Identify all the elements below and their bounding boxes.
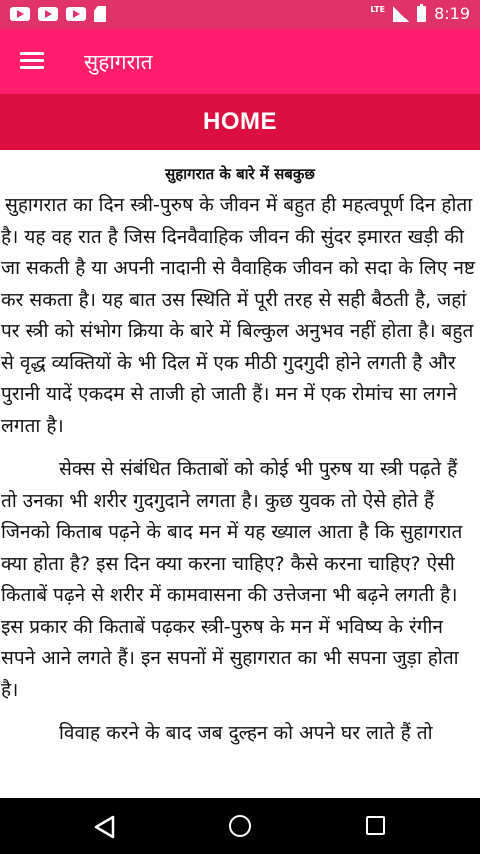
back-triangle-icon [92,814,118,840]
back-button[interactable] [92,814,118,840]
sd-card-icon [94,6,106,22]
network-type-label: LTE [370,5,386,14]
article-title: सुहागरात के बारे में सबकुछ [165,165,315,183]
youtube-notification-icon [66,7,86,21]
hamburger-menu-icon[interactable] [20,52,44,70]
system-status [370,4,470,23]
home-circle-icon[interactable] [229,815,251,837]
notification-icons [10,6,106,22]
app-title: सुहागरात [84,50,153,74]
article-paragraph: सुहागरात का दिन स्त्री-पुरुष के जीवन में बहुत ही महत्वपूर्ण दिन होता है। यह वह रात है जिस दिनवैवाहिक जीवन की सुंदर इमारत खड़ी की जा सकती है या अपनी नादानी से वैवाहिक जीवन को सदा के लिए नष्ट कर सकता है। यह बात उस स्थिति में पूरी तरह से सही बैठती है, जहां पर स्त्री को संभोग क्रिया के बारे में बिल्कुल अनुभव नहीं होता है। बहुत से वृद्ध व्यक्तियों के भी दिल में एक मीठी गुदगुदी होने लगती है और पुरानी यादें एकदम से ताजी हो जाती हैं। मन में एक रोमांच सा लगने लगता है। [1,194,476,437]
article-paragraph: सेक्स से संबंधित किताबों को कोई भी पुरुष या स्त्री पढ़ते हैं तो उनका भी शरीर गुदगुदाने लगता है। कुछ युवक तो ऐसे होते हैं जिनको किताब पढ़ने के बाद मन में यह ख्याल आता है कि सुहागरात क्या होता है? इस दिन क्या करना चाहिए? कैसे करना चाहिए? ऐसी किताबें पढ़ने से शरीर में कामवासना की उत्तेजना भी बढ़ने लगती है। इस प्रकार की किताबें पढ़कर स्त्री-पुरुष के मन में भविष्य के रंगीन सपने आने लगते हैं। इन सपनों में सुहागरात का भी सपना जुड़ा होता है। [1,458,463,701]
clock: 8:19 [434,4,470,23]
youtube-notification-icon [10,7,30,21]
article-content[interactable] [0,150,480,798]
app-bar [0,29,480,94]
status-bar [0,0,480,29]
recents-square-icon[interactable] [366,816,385,835]
signal-icon [393,6,409,22]
youtube-notification-icon [38,7,58,21]
section-header: HOME [0,94,480,150]
battery-icon [417,6,426,22]
article-paragraph: विवाह करने के बाद जब दुल्हन को अपने घर लाते हैं तो [59,722,433,744]
navigation-bar [0,798,480,854]
